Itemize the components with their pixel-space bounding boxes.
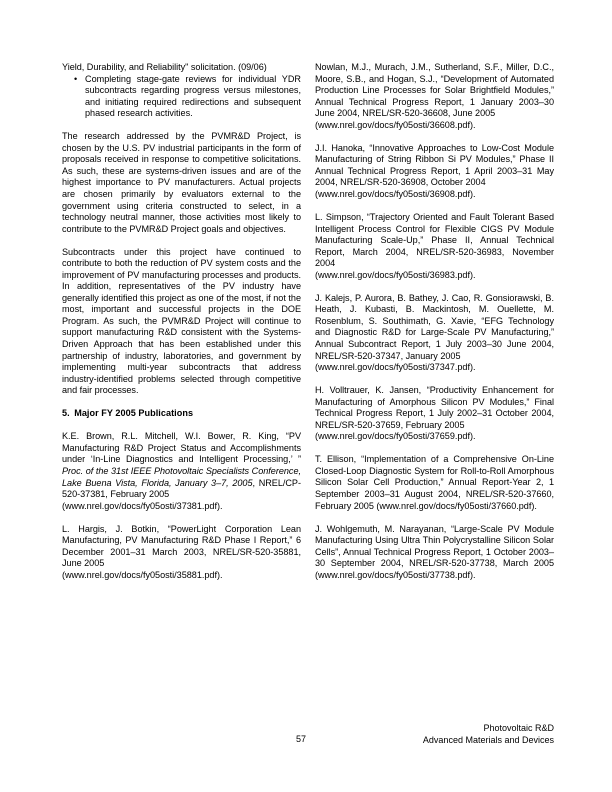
- reference-url: (www.nrel.gov/docs/fy05osti/36908.pdf).: [315, 188, 476, 199]
- list-item-text: Completing stage-gate reviews for individual YDR subcontracts regarding progress versus milestones, and initiating required redirections and subsequent phased research activities.: [85, 73, 301, 119]
- reference-text: J.I. Hanoka, “Innovative Approaches to Low-Cost Module Manufacturing of String Ribbon Si PV Modules,” Phase II Annual Technical Progress Report, 1 April 2003–31 May 2004, NREL/SR-520-36908, October 2004: [315, 142, 554, 188]
- reference-entry: [315, 385, 554, 443]
- reference-part2: , NREL/CP-520-37381, February 2005: [62, 477, 301, 500]
- reference-entry: [62, 431, 301, 512]
- footer-line-subtitle: Advanced Materials and Devices: [422, 734, 554, 745]
- reference-entry: [315, 143, 554, 201]
- reference-entry: [315, 524, 554, 582]
- footer-line-program: Photovoltaic R&D: [483, 723, 554, 733]
- reference-text: [62, 431, 301, 500]
- reference-text: T. Ellison, “Implementation of a Comprehensive On-Line Closed-Loop Diagnostic System for Roll-to-Roll Amorphous Silicon Solar Cell Production,” Annual Report-Year 2, 1 September 2003–31 August 2004, NREL/SR-520-37660, February 2005 (www.nrel.gov/docs/fy05osti/37660.pdf).: [315, 454, 554, 511]
- reference-part1: K.E. Brown, R.L. Mitchell, W.I. Bower, R. King, “PV Manufacturing R&D Project Status and Accomplishments under ‘In-Line Diagnostics and Intelligent Processing,’ ”: [62, 431, 301, 465]
- bullet-list: [62, 74, 301, 120]
- section-number: 5.: [62, 408, 70, 419]
- reference-url: (www.nrel.gov/docs/fy05osti/37659.pdf).: [315, 431, 476, 442]
- section-title: Major FY 2005 Publications: [74, 408, 194, 419]
- reference-url: (www.nrel.gov/docs/fy05osti/35881.pdf).: [62, 569, 223, 580]
- reference-text: J. Kalejs, P. Aurora, B. Bathey, J. Cao, R. Gonsiorawski, B. Heath, J. Kubasti, B. Mackintosh, M. Ouellette, M. Rosenblum, S. Southimath, G. Xavie, “EFG Technology and Diagnostic R&D for Large-Scale PV Manufacturing,” Annual Subcontract Report, 1 July 2003–30 June 2004, NREL/SR-520-37347, January 2005: [315, 292, 554, 361]
- reference-text: [62, 524, 301, 570]
- reference-text: L. Simpson, “Trajectory Oriented and Fault Tolerant Based Intelligent Process Control for Flexible CIGS PV Module Manufacturing Scale-Up,” Phase II, Annual Technical Report, March 2004, NREL/SR-520-36983, November 2004: [315, 212, 554, 269]
- footer-title-block: [423, 723, 554, 746]
- page-number: 57: [296, 734, 307, 744]
- reference-entry: [315, 212, 554, 281]
- reference-text: J. Wohlgemuth, M. Narayanan, “Large-Scale PV Module Manufacturing Using Ultra Thin Polycrystalline Silicon Solar Cells”, Annual Technical Progress Report, 1 October 2003–30 September 2004, NREL/SR-520-37738, March 2005 (www.nrel.gov/docs/fy05osti/37738.pdf).: [315, 523, 554, 580]
- reference-entry: [315, 62, 554, 131]
- reference-url: (www.nrel.gov/docs/fy05osti/37381.pdf).: [62, 500, 223, 511]
- right-column: [315, 62, 554, 593]
- reference-url: (www.nrel.gov/docs/fy05osti/36983.pdf).: [315, 269, 476, 280]
- reference-entry: [315, 293, 554, 374]
- two-column-body: [62, 62, 554, 722]
- reference-url: (www.nrel.gov/docs/fy05osti/36608.pdf).: [315, 119, 476, 130]
- list-item: [62, 74, 301, 120]
- left-column: [62, 62, 301, 593]
- reference-entry: [315, 454, 554, 512]
- reference-part1: L. Hargis, J. Botkin, “PowerLight Corporation Lean Manufacturing, PV Manufacturing R&D Phase I Report,” 6 December 2001–31 March 2003, NREL/SR-520-35881, June 2005: [62, 523, 301, 569]
- body-paragraph: Subcontracts under this project have continued to contribute to both the reduction of PV system costs and the improvement of PV manufacturing processes and products. In addition, representatives of the PV industry have generally identified this project as one of the most, if not the most, important and successful projects in the DOE Program. As such, the PVMR&D Project will continue to support manufacturing R&D consistent with the Systems-Driven Approach that has been established under this partnership of industry, laboratories, and government by implementing multi-year subcontracts that address industry-identified problems selected through competitive and fair processes.: [62, 246, 301, 396]
- page-footer: [0, 720, 612, 792]
- reference-text: H. Volltrauer, K. Jansen, “Productivity Enhancement for Manufacturing of Amorphous Silicon PV Modules,” Final Technical Progress Report, 1 July 2002–31 October 2004, NREL/SR-520-37659, February 2005: [315, 385, 554, 430]
- section-heading: [62, 408, 301, 420]
- reference-url: (www.nrel.gov/docs/fy05osti/37347.pdf).: [315, 362, 476, 373]
- reference-entry: [62, 524, 301, 582]
- continued-paragraph: Yield, Durability, and Reliability" solicitation. (09/06): [62, 62, 267, 72]
- reference-text: Nowlan, M.J., Murach, J.M., Sutherland, S.F., Miller, D.C., Moore, S.B., and Hogan, S.J., “Development of Automated Production Line Processes for Solar Brightfield Modules,” Annual Technical Progress Report, 1 January 2003–30 June 2004, NREL/SR-520-36608, June 2005: [315, 62, 554, 119]
- bullet-icon: •: [74, 73, 78, 84]
- body-paragraph: The research addressed by the PVMR&D Project, is chosen by the U.S. PV industrial participants in the form of proposals received in response to competitive solicitations. As such, these are systems-driven issues and are of the highest importance to PV manufacturers. Actual projects are chosen primarily by evaluators external to the government using criteria constructed to select, in a technology neutral manner, those activities most likely to contribute to the PVMR&D Project goals and objectives.: [62, 131, 301, 234]
- reference-italic-title: Proc. of the 31st IEEE Photovoltaic Specialists Conference, Lake Buena Vista, Florida, January 3–7, 2005: [62, 465, 301, 488]
